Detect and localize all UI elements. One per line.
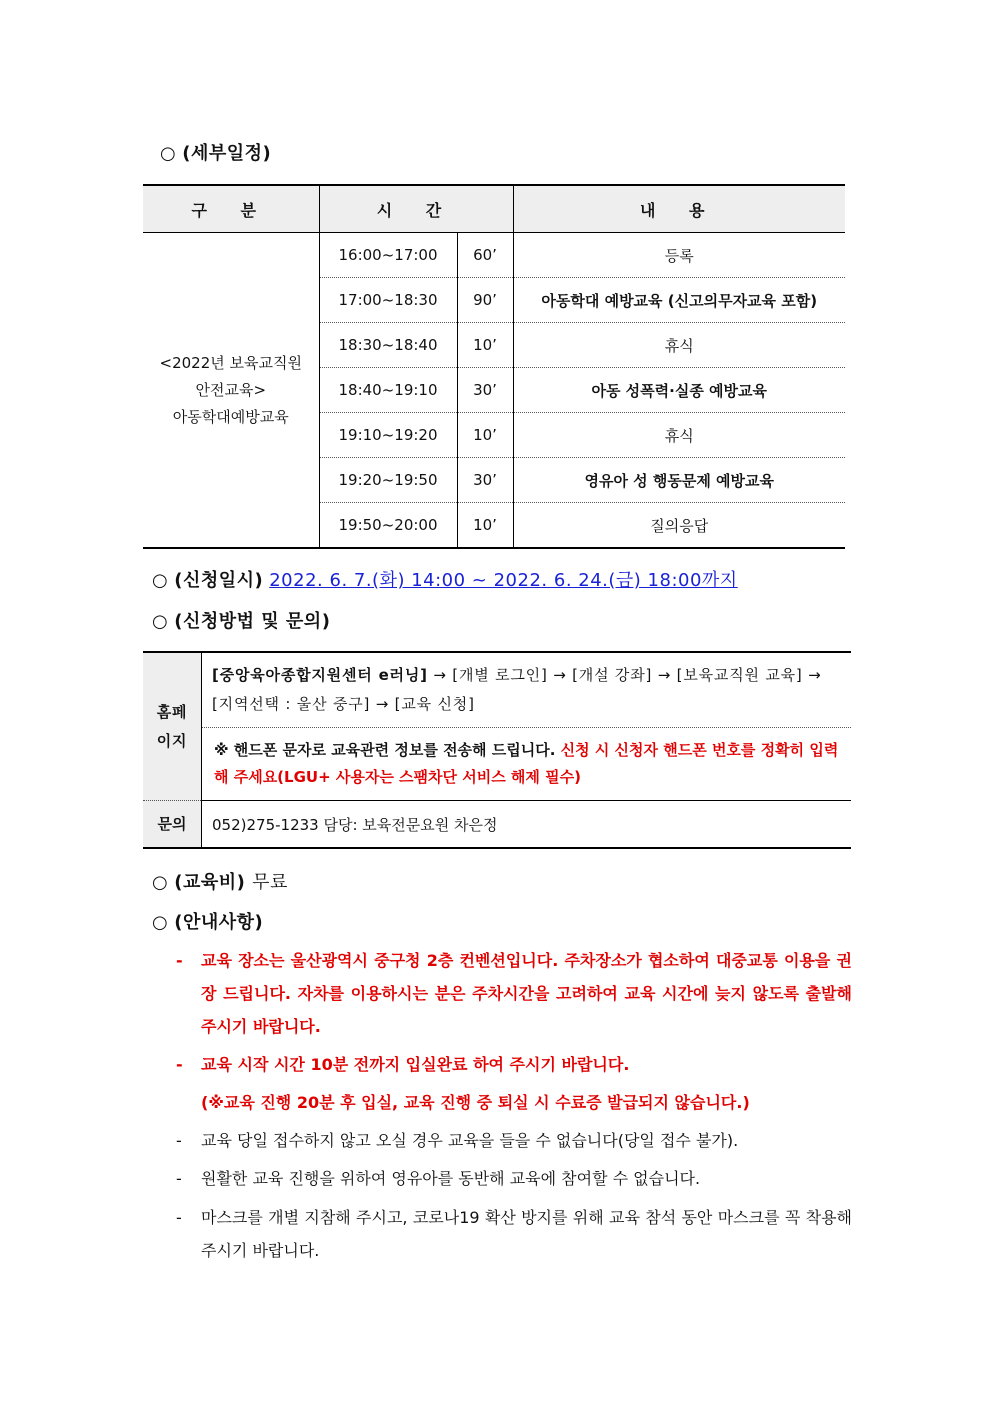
content-cell: 질의응답 bbox=[513, 503, 845, 549]
notice-text: 원활한 교육 진행을 위하여 영유아를 동반해 교육에 참여할 수 없습니다. bbox=[201, 1169, 701, 1188]
duration-cell: 10’ bbox=[457, 503, 513, 549]
header-category: 구 분 bbox=[143, 185, 319, 233]
time-cell: 18:40~19:10 bbox=[319, 368, 457, 413]
list-item bbox=[176, 944, 852, 1043]
content-cell: 아동 성폭력·실종 예방교육 bbox=[513, 368, 845, 413]
table-row bbox=[143, 652, 851, 728]
list-item bbox=[176, 1124, 852, 1157]
method-heading bbox=[152, 607, 330, 633]
table-row bbox=[143, 801, 851, 849]
fee-heading-text: (교육비) bbox=[174, 872, 246, 893]
bullet-circle-icon: ○ bbox=[152, 912, 169, 933]
duration-cell: 10’ bbox=[457, 323, 513, 368]
schedule-heading bbox=[160, 139, 271, 165]
category-line: 안전교육> bbox=[195, 380, 267, 399]
duration-cell: 90’ bbox=[457, 278, 513, 323]
elearning-link-text: [중앙육아종합지원센터 e러닝] bbox=[212, 666, 428, 684]
application-path bbox=[202, 652, 852, 728]
list-item bbox=[176, 1086, 852, 1119]
category-cell bbox=[143, 233, 319, 549]
notice-heading-text: (안내사항) bbox=[174, 912, 264, 933]
fee-value: 무료 bbox=[252, 872, 288, 893]
inquiry-value: 052)275-1233 담당: 보육전문요원 차은정 bbox=[202, 801, 852, 849]
fee-heading bbox=[152, 868, 288, 894]
content-cell: 영유아 성 행동문제 예방교육 bbox=[513, 458, 845, 503]
header-content: 내 용 bbox=[513, 185, 845, 233]
schedule-header-row bbox=[143, 185, 845, 233]
schedule-table bbox=[143, 184, 845, 549]
notice-heading bbox=[152, 908, 263, 934]
apply-date-value: 2022. 6. 7.(화) 14:00 ~ 2022. 6. 24.(금) 18:00까지 bbox=[269, 570, 738, 591]
method-table bbox=[143, 651, 851, 849]
duration-cell: 10’ bbox=[457, 413, 513, 458]
apply-date-heading bbox=[152, 566, 738, 592]
time-cell: 19:20~19:50 bbox=[319, 458, 457, 503]
notice-text: 마스크를 개별 지참해 주시고, 코로나19 확산 방지를 위해 교육 참석 동안 마스크를 꼭 착용해 주시기 바랍니다. bbox=[201, 1208, 852, 1260]
content-cell: 휴식 bbox=[513, 413, 845, 458]
bullet-circle-icon: ○ bbox=[152, 872, 169, 893]
notice-subtext: (※교육 진행 20분 후 입실, 교육 진행 중 퇴실 시 수료증 발급되지 않습니다.) bbox=[201, 1093, 750, 1112]
dash-icon: - bbox=[176, 1169, 182, 1188]
sms-notice-red: 신청 시 신청자 핸드폰 번호를 정확히 입력해 주세요(LGU+ 사용자는 스팸차단 서비스 해제 필수) bbox=[214, 741, 839, 786]
time-cell: 16:00~17:00 bbox=[319, 233, 457, 278]
table-row bbox=[143, 728, 851, 801]
time-cell: 17:00~18:30 bbox=[319, 278, 457, 323]
homepage-label-line: 이지 bbox=[156, 731, 188, 750]
category-line: 아동학대예방교육 bbox=[172, 407, 289, 426]
header-time: 시 간 bbox=[319, 185, 513, 233]
notice-text: 교육 당일 접수하지 않고 오실 경우 교육을 들을 수 없습니다(당일 접수 불가). bbox=[201, 1131, 739, 1150]
table-row bbox=[143, 233, 845, 278]
schedule-heading-text: (세부일정) bbox=[182, 143, 272, 164]
time-cell: 19:50~20:00 bbox=[319, 503, 457, 549]
sms-notice-black: ※ 핸드폰 문자로 교육관련 정보를 전송해 드립니다. bbox=[214, 741, 556, 759]
method-heading-text: (신청방법 및 문의) bbox=[174, 611, 331, 632]
bullet-circle-icon: ○ bbox=[152, 570, 169, 591]
time-cell: 18:30~18:40 bbox=[319, 323, 457, 368]
content-cell: 등록 bbox=[513, 233, 845, 278]
bullet-circle-icon: ○ bbox=[160, 143, 177, 164]
dash-icon: - bbox=[176, 1131, 182, 1150]
dash-icon: - bbox=[176, 951, 183, 970]
path-steps: → [개별 로그인] → [개설 강좌] → [보육교직원 교육] → [지역선택 : 울산 중구] → [교육 신청] bbox=[212, 666, 822, 713]
bullet-circle-icon: ○ bbox=[152, 611, 169, 632]
list-item bbox=[176, 1048, 852, 1081]
duration-cell: 60’ bbox=[457, 233, 513, 278]
notice-text: 교육 시작 시간 10분 전까지 입실완료 하여 주시기 바랍니다. bbox=[201, 1055, 630, 1074]
list-item bbox=[176, 1162, 852, 1195]
category-line: <2022년 보육교직원 bbox=[159, 353, 302, 372]
homepage-label-line: 홈페 bbox=[156, 702, 188, 721]
dash-icon: - bbox=[176, 1055, 183, 1074]
apply-heading-text: (신청일시) bbox=[174, 570, 264, 591]
sms-notice bbox=[202, 728, 852, 801]
duration-cell: 30’ bbox=[457, 458, 513, 503]
duration-cell: 30’ bbox=[457, 368, 513, 413]
time-cell: 19:10~19:20 bbox=[319, 413, 457, 458]
inquiry-label: 문의 bbox=[143, 801, 202, 849]
content-cell: 아동학대 예방교육 (신고의무자교육 포함) bbox=[513, 278, 845, 323]
content-cell: 휴식 bbox=[513, 323, 845, 368]
notice-text: 교육 장소는 울산광역시 중구청 2층 컨벤션입니다. 주차장소가 협소하여 대중교통 이용을 권장 드립니다. 자차를 이용하시는 분은 주차시간을 고려하여 교육 시간에 늦지 않도록 출발해주시기 바랍니다. bbox=[201, 951, 852, 1036]
homepage-label bbox=[143, 652, 202, 801]
list-item bbox=[176, 1201, 852, 1267]
dash-icon: - bbox=[176, 1208, 182, 1227]
